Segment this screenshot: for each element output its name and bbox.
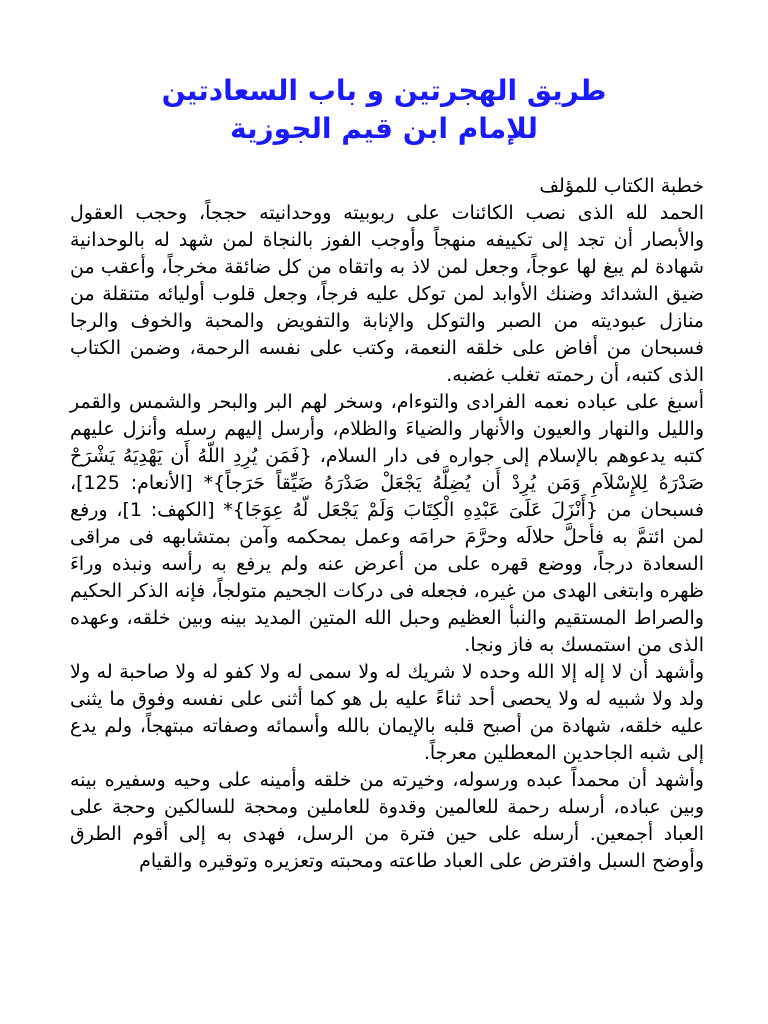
section-heading: خطبة الكتاب للمؤلف: [539, 175, 704, 197]
paragraph: وأشهد أن لا إله إلا الله وحده لا شريك له ولا سمى له ولا كفو له ولا صاحبة له ولا ولد ولا شبيه له ولا يحصى أحد ثناءً عليه بل هو كما أثنى على نفسه وفوق ما يثنى عليه خلقه، شهادة من أصبح قلبه بالإيمان بالله وأسمائه وصفاته مبتهجاً، ولم يدع إلى شبه الجاحدين المعطلين معرجاً.: [70, 661, 704, 764]
paragraph: الحمد لله الذى نصب الكائنات على ربوبيته ووحدانيته حججاً، وحجب العقول والأبصار أن تجد إلى تكييفه منهجاً وأوجب الفوز بالنجاة لمن شهد له بالوحدانية شهادة لم يبغ لها عوجاً، وجعل لمن لاذ به واتقاه من كل ضائقة مخرجاً، وأعقب من ضيق الشدائد وضنك الأوابد لمن توكل عليه فرجاً، وجعل قلوب أوليائه متنقلة من منازل عبوديته من الصبر والتوكل والإنابة والتفويض والمحبة والخوف والرجا فسبحان من أفاض على خلقه النعمة، وكتب على نفسه الرحمة، وضمن الكتاب الذى كتبه، أن رحمته تغلب غضبه.: [70, 202, 704, 386]
paragraph: أسبغ على عباده نعمه الفرادى والتوءام، وسخر لهم البر والبحر والشمس والقمر والليل والنهار والعيون والأنهار والضياءَ والظلام، وأرسل إليهم رسله وأنزل عليهم كتبه يدعوهم بالإسلام إلى جواره فى دار السلام، {فَمَن يُرِدِ اللّهُ أَن يَهْدِيَهُ يَشْرَحْ صَدْرَهُ لِلإِسْلاَمِ وَمَن يُرِدْ أَن يُضِلَّهُ يَجْعَلْ صَدْرَهُ ضَيِّقاً حَرَجاً}* [الأنعام: 125]، فسبحان من {أَنْزَلَ عَلَىَ عَبْدِهِ الْكِتَابَ وَلَمْ يَجْعَل لّهُ عِوَجَا}* [الكهف: 1]، ورفع لمن ائتمَّ به فأحلَّ حلالَه وحرَّمَ حرامَه وعمل بمحكمه وآمن بمتشابهه فى مراقى السعادة درجاً، ووضع قهره على من أعرض عنه ولم يرفع به رأسه ونبذه وراءَ ظهره وابتغى الهدى من غيره، فجعله فى دركات الجحيم متولجاً، فإنه الذكر الحكيم والصراط المستقيم والنبأ العظيم وحبل الله المتين المديد بينه وبين خلقه، وعهده الذى من استمسك به فاز ونجا.: [70, 391, 704, 656]
title-line-1: طريق الهجرتين و باب السعادتين: [161, 74, 607, 107]
paragraph: وأشهد أن محمداً عبده ورسوله، وخيرته من خلقه وأمينه على وحيه وسفيره بينه وبين عباده، أرسله رحمة للعالمين وقدوة للعاملين ومحجة للسالكين وحجة على العباد أجمعين. أرسله على حين فترة من الرسل، فهدى به إلى أقوم الطرق وأوضح السبل وافترض على العباد طاعته ومحبته وتعزيره وتوقيره والقيام: [70, 769, 704, 872]
document-body: [70, 173, 704, 875]
document-title: [60, 72, 708, 148]
title-line-2: للإمام ابن قيم الجوزية: [230, 112, 538, 145]
